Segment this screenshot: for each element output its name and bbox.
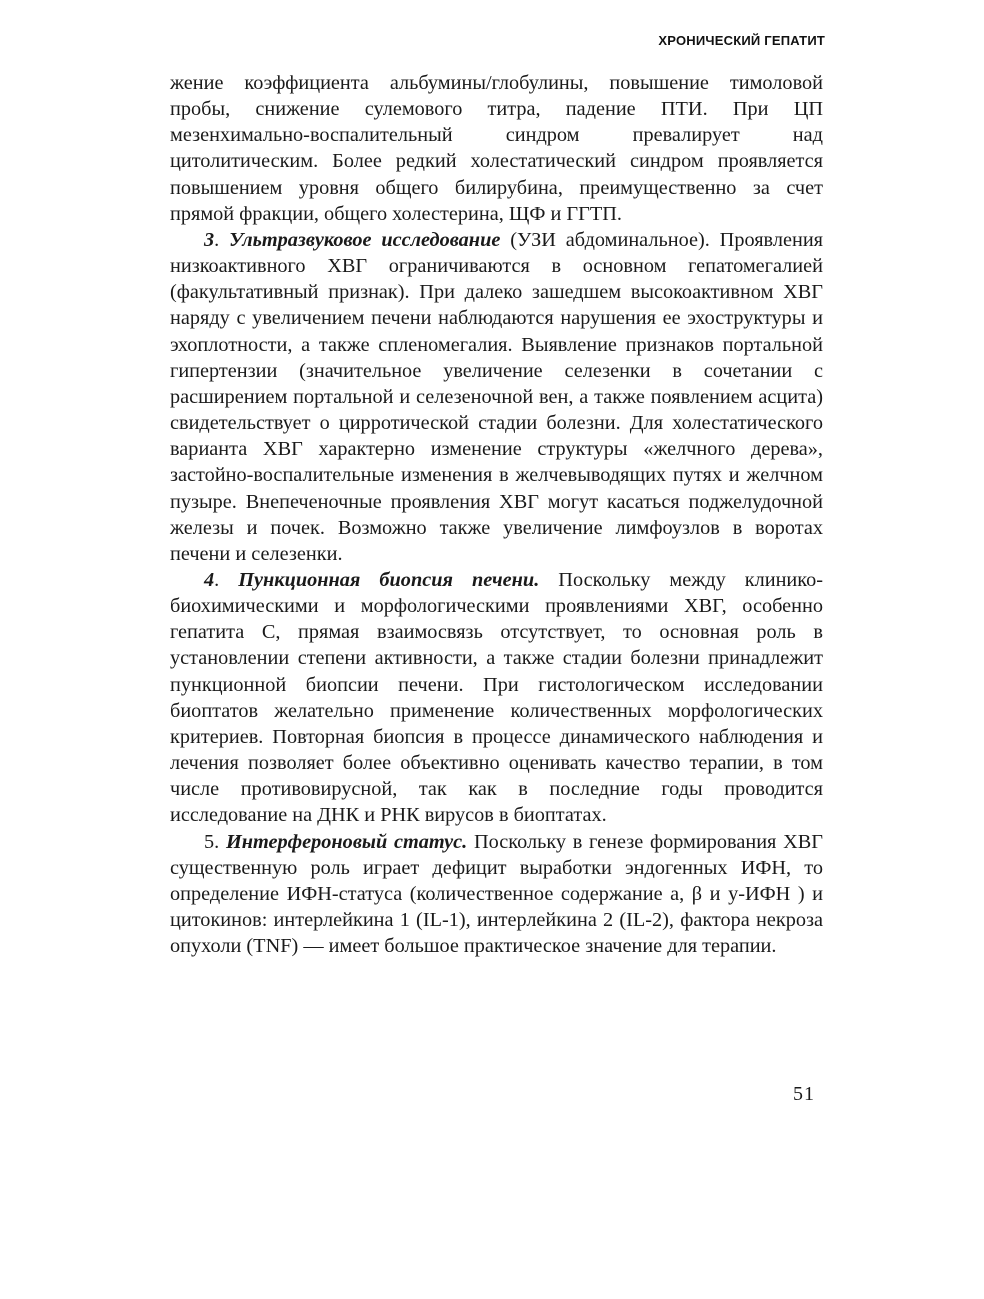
paragraph-biopsy: [170, 567, 823, 829]
running-head-title: ХРОНИЧЕСКИЙ ГЕПАТИТ: [658, 33, 825, 48]
paragraph-continuation: [170, 70, 823, 227]
paragraph-separator: .: [214, 228, 230, 251]
paragraph-number: 4: [204, 568, 215, 591]
body-text: [170, 70, 823, 959]
paragraph-interferon: [170, 829, 823, 960]
paragraph-ultrasound: [170, 227, 823, 567]
paragraph-separator: .: [214, 568, 239, 591]
paragraph-heading: Пункционная биопсия печени.: [238, 568, 540, 591]
paragraph-text: (УЗИ абдоминальное). Проявления низкоактивного ХВГ ограничиваются в основном гепатомегалией (факультативный признак). При далеко зашедшем высокоактивном ХВГ наряду с увеличением печени наблюдаются нарушения ее эхоструктуры и эхоплотности, а также спленомегалия. Выявление признаков портальной гипертензии (значительное увеличение селезенки в сочетании с расширением портальной и селезеночной вен, а также появлением асцита) свидетельствует о цирротической стадии болезни. Для холестатического варианта ХВГ характерно изменение структуры «желчного дерева», застойно-воспалительные изменения в желчевыводящих путях и желчном пузыре. Внепеченочные проявления ХВГ могут касаться поджелудочной железы и почек. Возможно также увеличение лимфоузлов в воротах печени и селезенки.: [170, 228, 824, 565]
paragraph-number: 3: [204, 228, 215, 251]
paragraph-text: Поскольку между клинико-биохимическими и морфологическими проявлениями ХВГ, особенно гепатита С, прямая взаимосвязь отсутствует, то основная роль в установлении степени активности, а также стадии болезни принадлежит пункционной биопсии печени. При гистологическом исследовании биоптатов желательно применение количественных морфологических критериев. Повторная биопсия в процессе динамического наблюдения и лечения позволяет более объективно оценивать качество терапии, в том числе противовирусной, так как в последние годы проводится исследование на ДНК и РНК вирусов в биоптатах.: [170, 568, 823, 827]
paragraph-text: жение коэффициента альбумины/глобулины, повышение тимоловой пробы, снижение сулемового титра, падение ПТИ. При ЦП мезенхимально-воспалительный синдром превалирует над цитолитическим. Более редкий холестатический синдром проявляется повышением уровня общего билирубина, преимущественно за счет прямой фракции, общего холестерина, ЩФ и ГГТП.: [170, 72, 823, 225]
page-number: 51: [793, 1083, 815, 1105]
paragraph-number: 5: [204, 830, 215, 853]
paragraph-heading: Ультразвуковое исследование: [229, 228, 501, 251]
paragraph-text: Поскольку в генезе формирования ХВГ существенную роль играет дефицит выработки эндогенных ИФН, то определение ИФН-статуса (количественное содержание а, β и у-ИФН ) и цитокинов: интерлейкина 1 (IL-1), интерлейкина 2 (IL-2), фактора некроза опухоли (TNF) — имеет большое практическое значение для терапии.: [170, 830, 823, 958]
paragraph-heading: Интерфероновый статус.: [225, 830, 468, 853]
paragraph-separator: .: [214, 830, 226, 853]
